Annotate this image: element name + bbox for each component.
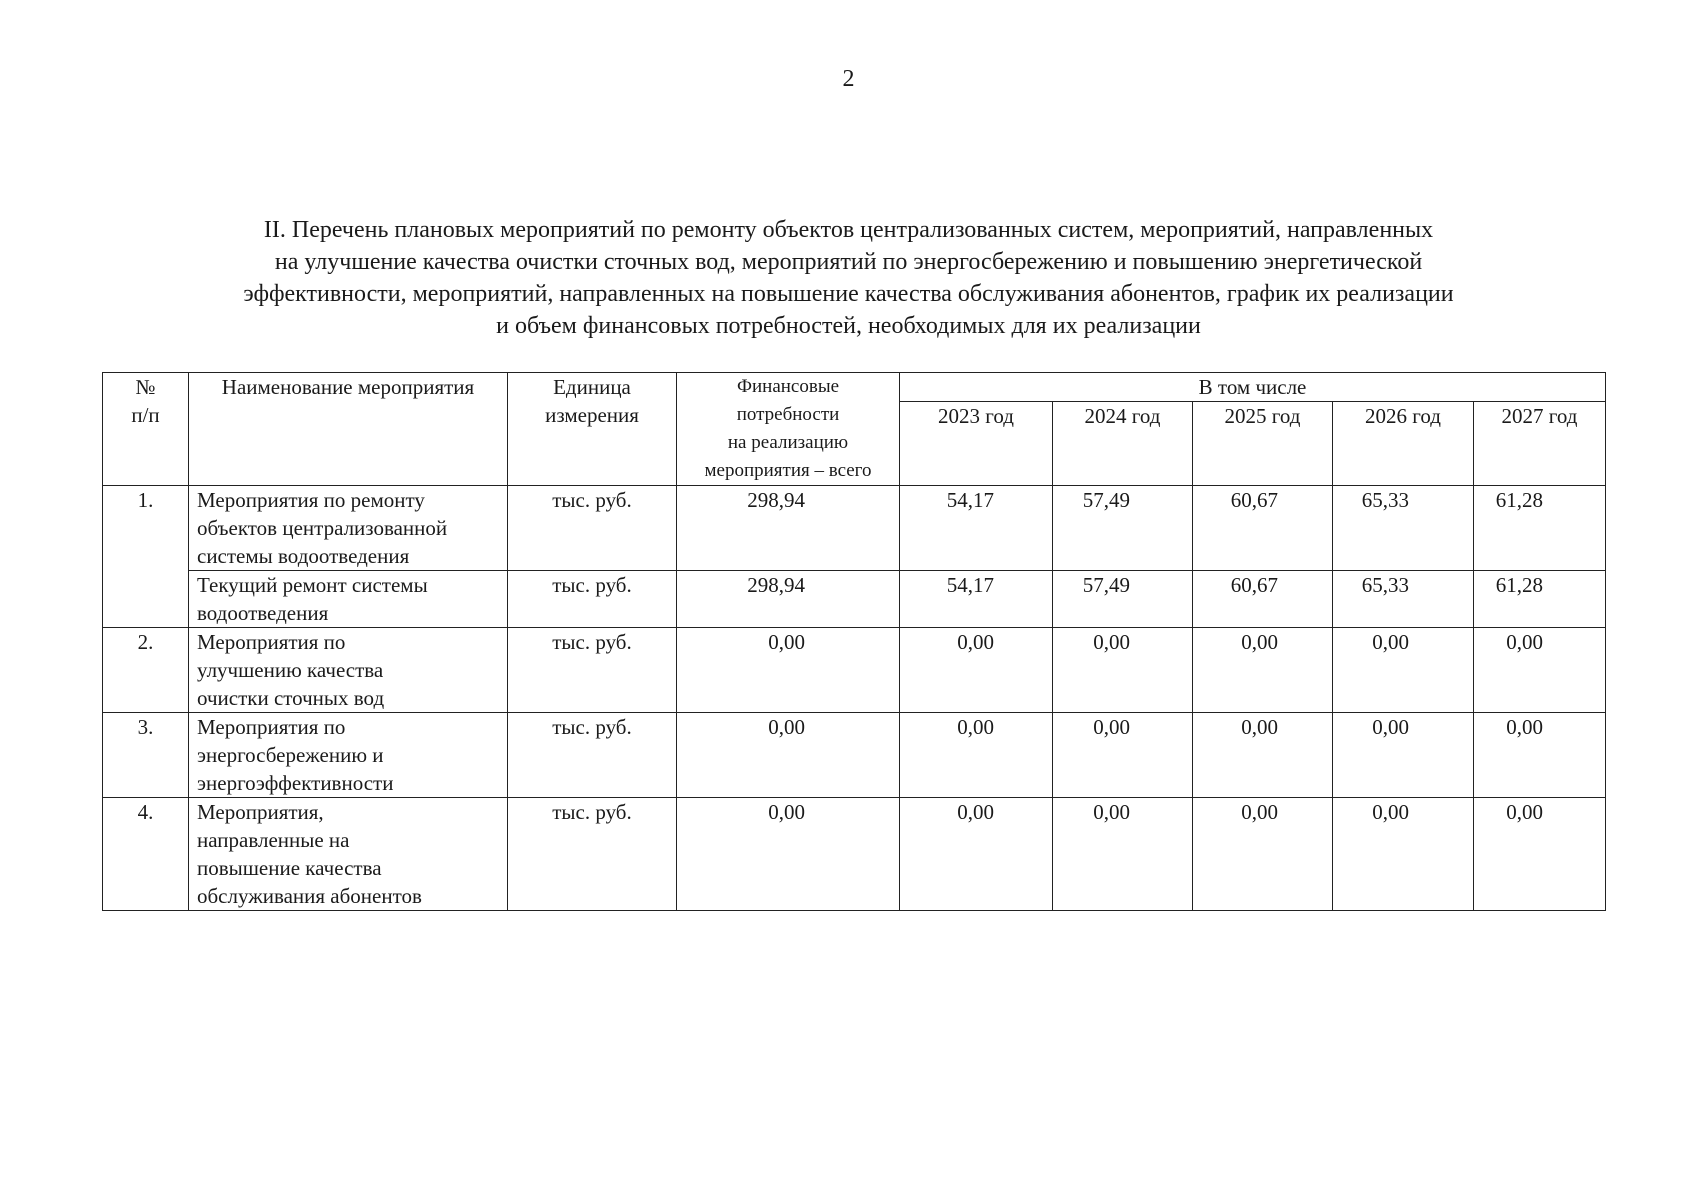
measure-name <box>189 628 508 713</box>
measures-table <box>102 372 1606 911</box>
header-year: 2025 год <box>1193 402 1333 486</box>
year-value-cell: 54,17 <box>900 486 1053 571</box>
measure-name-line: очистки сточных вод <box>197 686 385 710</box>
total-cell: 0,00 <box>677 713 900 798</box>
unit-cell: тыс. руб. <box>508 571 677 628</box>
year-value-cell: 0,00 <box>900 628 1053 713</box>
header-including: В том числе <box>900 373 1606 402</box>
year-value-cell: 65,33 <box>1333 571 1474 628</box>
title-line: эффективности, мероприятий, направленных на повышение качества обслуживания абонентов, график их реализации <box>243 281 1454 307</box>
year-value-cell: 0,00 <box>1053 713 1193 798</box>
measure-name-line: Мероприятия по <box>197 715 346 739</box>
table-row <box>103 486 1606 571</box>
measure-name-line: Мероприятия по ремонту <box>197 488 425 512</box>
table-row <box>103 713 1606 798</box>
year-value-cell: 61,28 <box>1474 571 1606 628</box>
year-value-cell: 0,00 <box>1333 628 1474 713</box>
year-value-cell: 0,00 <box>900 713 1053 798</box>
measure-name-line: системы водоотведения <box>197 544 410 568</box>
measure-name-line: объектов централизованной <box>197 516 448 540</box>
unit-cell: тыс. руб. <box>508 486 677 571</box>
header-year: 2027 год <box>1474 402 1606 486</box>
header-financial-needs <box>677 373 900 486</box>
measure-name <box>189 486 508 571</box>
year-value-cell: 0,00 <box>1193 713 1333 798</box>
header-num <box>103 373 189 486</box>
header-fin-line: Финансовые <box>736 376 840 397</box>
row-number: 3. <box>103 713 189 798</box>
unit-cell: тыс. руб. <box>508 628 677 713</box>
year-value-cell: 0,00 <box>1474 628 1606 713</box>
year-value-cell: 61,28 <box>1474 486 1606 571</box>
year-value-cell: 57,49 <box>1053 486 1193 571</box>
total-cell: 0,00 <box>677 798 900 911</box>
header-unit-line: Единица <box>553 375 631 399</box>
year-value-cell: 0,00 <box>1333 798 1474 911</box>
header-year: 2024 год <box>1053 402 1193 486</box>
header-name <box>189 373 508 486</box>
measure-name-line: Текущий ремонт системы <box>197 573 428 597</box>
year-value-cell: 60,67 <box>1193 571 1333 628</box>
title-line: и объем финансовых потребностей, необходимых для их реализации <box>496 313 1201 339</box>
year-value-cell: 60,67 <box>1193 486 1333 571</box>
title-line: II. Перечень плановых мероприятий по ремонту объектов централизованных систем, мероприятий, направленных <box>263 217 1434 243</box>
header-fin-line: потребности <box>736 404 840 425</box>
header-year: 2023 год <box>900 402 1053 486</box>
year-value-cell: 57,49 <box>1053 571 1193 628</box>
row-number: 2. <box>103 628 189 713</box>
header-name-text: Наименование мероприятия <box>221 375 475 399</box>
header-fin-line: на реализацию <box>727 432 849 453</box>
row-number: 4. <box>103 798 189 911</box>
measure-name-line: улучшению качества <box>197 658 384 682</box>
table-row <box>103 571 1606 628</box>
page-number: 2 <box>842 66 855 92</box>
measure-name-line: обслуживания абонентов <box>197 884 422 908</box>
year-value-cell: 54,17 <box>900 571 1053 628</box>
table-row <box>103 798 1606 911</box>
table-row <box>103 628 1606 713</box>
measure-name <box>189 713 508 798</box>
measure-name-line: энергоэффективности <box>197 771 394 795</box>
row-number: 1. <box>103 486 189 628</box>
unit-cell: тыс. руб. <box>508 798 677 911</box>
measure-name-line: водоотведения <box>197 601 329 625</box>
measure-name-line: энергосбережению и <box>197 743 384 767</box>
header-unit-line: измерения <box>545 403 639 427</box>
year-value-cell: 0,00 <box>900 798 1053 911</box>
total-cell: 298,94 <box>677 486 900 571</box>
header-num-line: № <box>135 375 156 399</box>
year-value-cell: 0,00 <box>1474 713 1606 798</box>
year-value-cell: 0,00 <box>1053 628 1193 713</box>
header-year: 2026 год <box>1333 402 1474 486</box>
total-cell: 298,94 <box>677 571 900 628</box>
year-value-cell: 0,00 <box>1474 798 1606 911</box>
document-title <box>0 214 1697 342</box>
total-cell: 0,00 <box>677 628 900 713</box>
measure-name-line: Мероприятия по <box>197 630 346 654</box>
year-value-cell: 0,00 <box>1193 628 1333 713</box>
measure-name-line: направленные на <box>197 828 350 852</box>
title-line: на улучшение качества очистки сточных вод, мероприятий по энергосбережению и повышению энергетической <box>274 249 1423 275</box>
measure-name-line: Мероприятия, <box>197 800 324 824</box>
measure-name-line: повышение качества <box>197 856 382 880</box>
year-value-cell: 0,00 <box>1193 798 1333 911</box>
year-value-cell: 0,00 <box>1053 798 1193 911</box>
header-fin-line: мероприятия – всего <box>704 460 872 481</box>
measure-name <box>189 571 508 628</box>
unit-cell: тыс. руб. <box>508 713 677 798</box>
measure-name <box>189 798 508 911</box>
header-unit <box>508 373 677 486</box>
year-value-cell: 0,00 <box>1333 713 1474 798</box>
header-num-line: п/п <box>131 403 160 427</box>
year-value-cell: 65,33 <box>1333 486 1474 571</box>
